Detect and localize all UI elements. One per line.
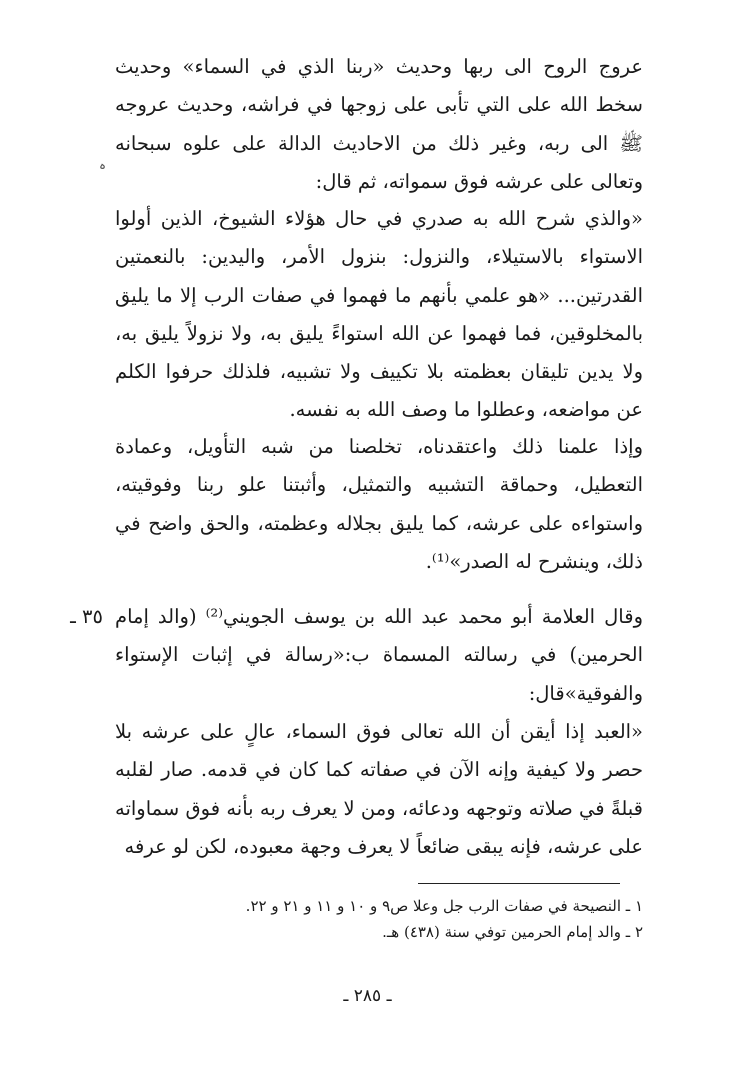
- footnote-divider: [418, 883, 620, 884]
- footnote-2: ٢ ـ والد إمام الحرمين توفي سنة (٤٣٨) هـ.: [382, 923, 643, 941]
- item-number: ٣٥ ـ: [70, 605, 103, 628]
- footnote-1: ١ ـ النصيحة في صفات الرب جل وعلا ص٩ و ١٠ و ١١ و ٢١ و ٢٢.: [245, 897, 643, 915]
- paragraph-1: عروج الروح الى ربها وحديث «ربنا الذي في السماء» وحديث سخط الله على التي تأبى على زوجها في فراشه، وحديث عروجه ﷺ الى ربه، وغير ذلك من الاحاديث الدالة على علوه سبحانه وتعالى على عرشه فوق سمواته، ثم قال:: [115, 55, 643, 193]
- paragraph-5-quote: «العبد إذا أيقن أن الله تعالى فوق السماء، عالٍ على عرشه بلا حصر ولا كيفية وإنه الآن في صفاته كما كان في قدمه. صار لقلبه قبلةً في صلاته وتوجهه ودعائه، ومن لا يعرف ربه بأنه فوق سماواته على عرشه، فإنه يبقى ضائعاً لا يعرف وجهة معبوده، لكن لو عرفه: [115, 720, 643, 858]
- page-number: ـ ٢٨٥ ـ: [343, 986, 392, 1006]
- paragraph-2-quote: «والذي شرح الله به صدري في حال هؤلاء الشيوخ، الذين أولوا الاستواء بالاستيلاء، والنزول: بنزول الأمر، واليدين: بالنعمتين القدرتين... «هو علمي بأنهم ما فهموا في صفات الرب إلا ما يليق بالمخلوقين، فما فهموا عن الله استواءً يليق به، ولا نزولاً يليق به، ولا يدين تليقان بعظمته بلا تكييف ولا تشبيه، فلذلك حرفوا الكلم عن مواضعه، وعطلوا ما وصف الله به نفسه.: [115, 207, 643, 422]
- paragraph-4: وقال العلامة أبو محمد عبد الله بن يوسف الجويني⁽²⁾ (والد إمام الحرمين) في رسالته المسماة ب:«رسالة في إثبات الإستواء والفوقية»قال:: [115, 605, 643, 705]
- margin-mark: ہ: [99, 158, 107, 172]
- paragraph-3: وإذا علمنا ذلك واعتقدناه، تخلصنا من شبه التأويل، وعمادة التعطيل، وحماقة التشبيه والتمثيل، وأثبتنا علو ربنا وفوقيته، واستواءه على عرشه، كما يليق بجلاله وعظمته، والحق واضح في ذلك، وينشرح له الصدر»⁽¹⁾.: [115, 435, 643, 573]
